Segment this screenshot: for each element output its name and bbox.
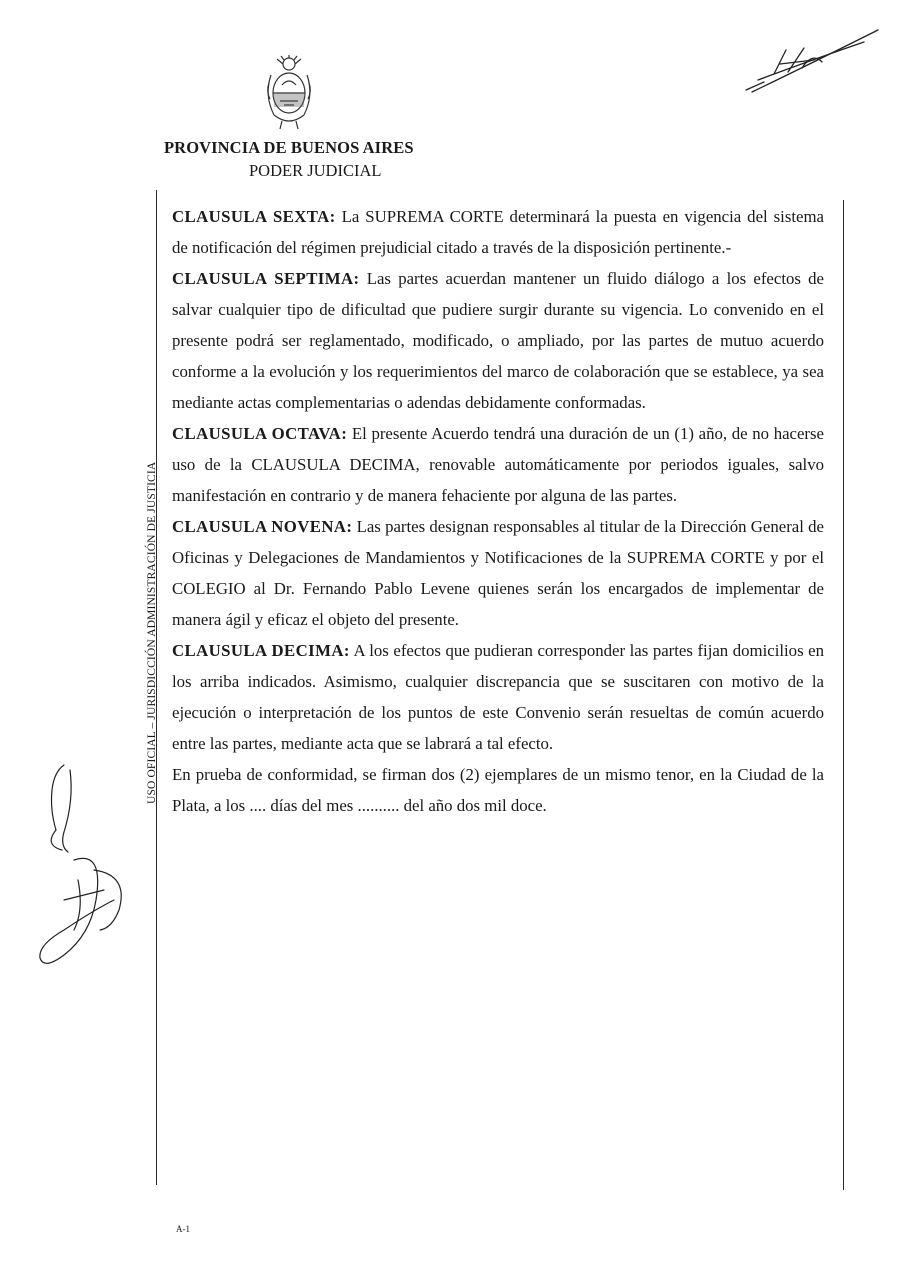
coat-of-arms-icon	[262, 55, 316, 131]
closing-paragraph: En prueba de conformidad, se firman dos (2) ejemplares de un mismo tenor, en la Ciudad de la Plata, a los .... días del mes .......... del año dos mil doce.	[172, 765, 824, 815]
header-subtitle: PODER JUDICIAL	[249, 161, 382, 180]
clause-title: CLAUSULA SEXTA:	[172, 207, 336, 226]
clause-octava	[172, 418, 824, 511]
clauses-body	[172, 201, 824, 821]
form-code: A-1	[176, 1224, 190, 1234]
clause-title: CLAUSULA DECIMA:	[172, 641, 350, 660]
right-margin-rule	[843, 200, 844, 1190]
handwritten-signature	[34, 760, 134, 975]
header-title: PROVINCIA DE BUENOS AIRES	[164, 138, 414, 157]
side-official-use-text: USO OFICIAL – JURISDICCIÓN ADMINISTRACIÓN DE JUSTICIA	[146, 461, 158, 804]
clause-title: CLAUSULA OCTAVA:	[172, 424, 348, 443]
clause-decima	[172, 635, 824, 759]
clause-title: CLAUSULA NOVENA:	[172, 517, 353, 536]
clause-text: El presente Acuerdo tendrá una duración de un (1) año, de no hacerse uso de la CLAUSULA DECIMA, renovable automáticamente por periodos iguales, salvo manifestación en contrario y de manera fehaciente por alguna de las partes.	[172, 424, 824, 505]
clause-text: Las partes acuerdan mantener un fluido diálogo a los efectos de salvar cualquier tipo de dificultad que pudiere surgir durante su vigencia. Lo convenido en el presente podrá ser reglamentado, modificado, o ampliado, por las partes de mutuo acuerdo conforme a la evolución y los requerimientos del marco de colaboración que se establece, ya sea mediante actas complementarias o adendas debidamente conformadas.	[172, 269, 824, 412]
clause-title: CLAUSULA SEPTIMA:	[172, 269, 360, 288]
clause-novena	[172, 511, 824, 635]
clause-text: Las partes designan responsables al titular de la Dirección General de Oficinas y Delegaciones de Mandamientos y Notificaciones de la SUPREMA CORTE y por el COLEGIO al Dr. Fernando Pablo Levene quienes serán los encargados de implementar de manera ágil y eficaz el objeto del presente.	[172, 517, 824, 629]
clause-text: La SUPREMA CORTE determinará la puesta en vigencia del sistema de notificación del régimen prejudicial citado a través de la disposición pertinente.-	[172, 207, 824, 257]
handwritten-initials	[744, 22, 884, 102]
clause-sexta	[172, 201, 824, 263]
clause-septima	[172, 263, 824, 418]
clause-text: A los efectos que pudieran corresponder las partes fijan domicilios en los arriba indicados. Asimismo, cualquier discrepancia que se suscitaren con motivo de la ejecución o interpretación de los puntos de este Convenio serán resueltas de común acuerdo entre las partes, mediante acta que se labrará a tal efecto.	[172, 641, 824, 753]
